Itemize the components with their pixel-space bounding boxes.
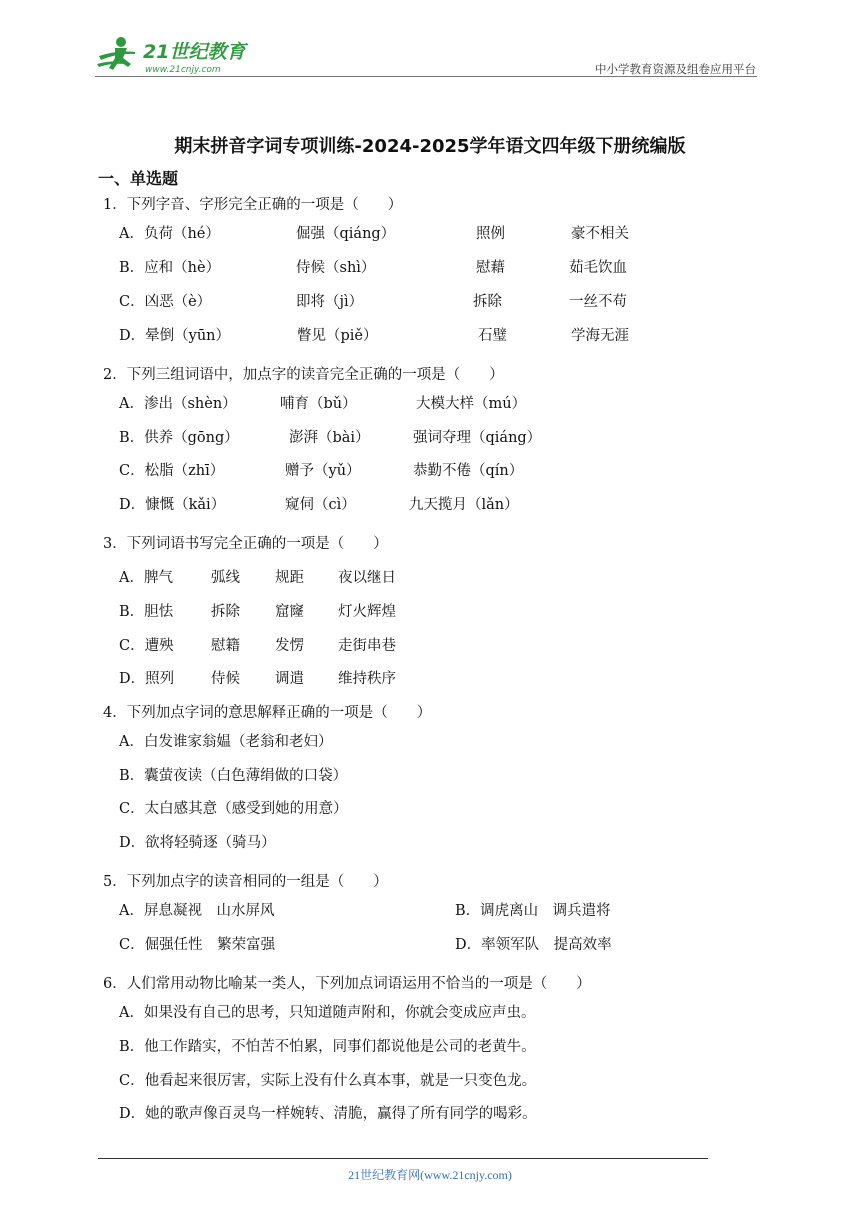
document-title: 期末拼音字词专项训练-2024-2025学年语文四年级下册统编版 xyxy=(174,136,686,157)
option-text: 强词夺理（qiáng） xyxy=(413,430,542,446)
option-text: C．松脂（zhī） xyxy=(119,463,225,479)
option-text: A．渗出（shèn） xyxy=(119,396,237,412)
option-text: 慰籍 xyxy=(211,638,240,654)
option-text: 灯火辉煌 xyxy=(338,604,396,620)
option-text: 澎湃（bài） xyxy=(289,430,370,446)
site-logo xyxy=(95,34,265,78)
option-text: 照例 xyxy=(476,226,505,242)
option-text: 发愣 xyxy=(275,638,304,654)
option-text: A．白发谁家翁媪（老翁和老妇） xyxy=(119,734,333,750)
option-text: 窥伺（cì） xyxy=(285,497,356,513)
question-stem: 2．下列三组词语中，加点字的读音完全正确的一项是（ ） xyxy=(103,367,504,383)
option-text: 茹毛饮血 xyxy=(569,260,627,276)
option-text: D．晕倒（yūn） xyxy=(119,328,230,344)
option-text: D．率领军队 提高效率 xyxy=(455,937,612,953)
option-text: 弧线 xyxy=(211,570,240,586)
question-stem: 1．下列字音、字形完全正确的一项是（ ） xyxy=(103,197,403,213)
option-text: D．照列 xyxy=(119,671,175,687)
option-text: 赠予（yǔ） xyxy=(285,463,361,479)
option-text: 拆除 xyxy=(211,604,240,620)
option-text: 侍候 xyxy=(211,671,240,687)
option-text: C．太白感其意（感受到她的用意） xyxy=(119,801,348,817)
option-text: 拆除 xyxy=(473,294,502,310)
footer-link[interactable]: 21世纪教育网(www.21cnjy.com) xyxy=(348,1168,512,1182)
option-text: D．慷慨（kǎi） xyxy=(119,497,226,513)
option-text: 瞥见（piě） xyxy=(297,328,378,344)
option-text: B．他工作踏实，不怕苦不怕累，同事们都说他是公司的老黄牛。 xyxy=(119,1039,536,1055)
option-text: 恭勤不倦（qín） xyxy=(413,463,524,479)
option-text: B．供养（gōng） xyxy=(119,430,239,446)
option-text: 九天揽月（lǎn） xyxy=(409,497,519,513)
option-text: 调遣 xyxy=(275,671,304,687)
svg-text:21世纪教育: 21世纪教育 xyxy=(143,41,246,63)
option-text: 夜以继日 xyxy=(338,570,396,586)
option-text: B．应和（hè） xyxy=(119,260,221,276)
option-text: 走街串巷 xyxy=(338,638,396,654)
option-text: 大模大样（mú） xyxy=(416,396,527,412)
option-text: 窟窿 xyxy=(275,604,304,620)
option-text: 倔强（qiáng） xyxy=(296,226,396,242)
option-text: 即将（jì） xyxy=(296,294,364,310)
option-text: 慰藉 xyxy=(476,260,505,276)
option-text: 维持秩序 xyxy=(338,671,396,687)
option-text: 规距 xyxy=(275,570,304,586)
footer-divider xyxy=(98,1158,708,1159)
option-text: 石璧 xyxy=(478,328,507,344)
option-text: 学海无涯 xyxy=(571,328,629,344)
question-stem: 3．下列词语书写完全正确的一项是（ ） xyxy=(103,536,388,552)
header-divider xyxy=(95,76,757,77)
option-text: B．胆怯 xyxy=(119,604,174,620)
option-text: C．遭殃 xyxy=(119,638,174,654)
option-text: A．负荷（hé） xyxy=(119,226,220,242)
option-text: 哺育（bǔ） xyxy=(280,396,357,412)
question-stem: 4．下列加点字词的意思解释正确的一项是（ ） xyxy=(103,705,432,721)
option-text: C．凶恶（è） xyxy=(119,294,212,310)
option-text: A．脾气 xyxy=(119,570,173,586)
option-text: D．欲将轻骑逐（骑马） xyxy=(119,835,276,851)
option-text: 豪不相关 xyxy=(571,226,629,242)
option-text: A．如果没有自己的思考，只知道随声附和，你就会变成应声虫。 xyxy=(119,1005,536,1021)
site-name: 中小学教育资源及组卷应用平台 xyxy=(595,62,756,76)
option-text: 一丝不苟 xyxy=(569,294,627,310)
option-text: A．屏息凝视 山水屏风 xyxy=(119,903,275,919)
option-text: C．他看起来很厉害，实际上没有什么真本事，就是一只变色龙。 xyxy=(119,1073,537,1089)
option-text: B．囊萤夜读（白色薄绢做的口袋） xyxy=(119,768,348,784)
question-stem: 6．人们常用动物比喻某一类人，下列加点词语运用不恰当的一项是（ ） xyxy=(103,976,591,992)
option-text: 侍候（shì） xyxy=(296,260,376,276)
svg-text:www.21cnjy.com: www.21cnjy.com xyxy=(145,65,221,75)
option-text: B．调虎离山 调兵遣将 xyxy=(455,903,611,919)
section-heading: 一、单选题 xyxy=(98,169,179,188)
option-text: D．她的歌声像百灵鸟一样婉转、清脆，赢得了所有同学的喝彩。 xyxy=(119,1106,537,1122)
question-stem: 5．下列加点字的读音相同的一组是（ ） xyxy=(103,874,388,890)
option-text: C．倔强任性 繁荣富强 xyxy=(119,937,276,953)
